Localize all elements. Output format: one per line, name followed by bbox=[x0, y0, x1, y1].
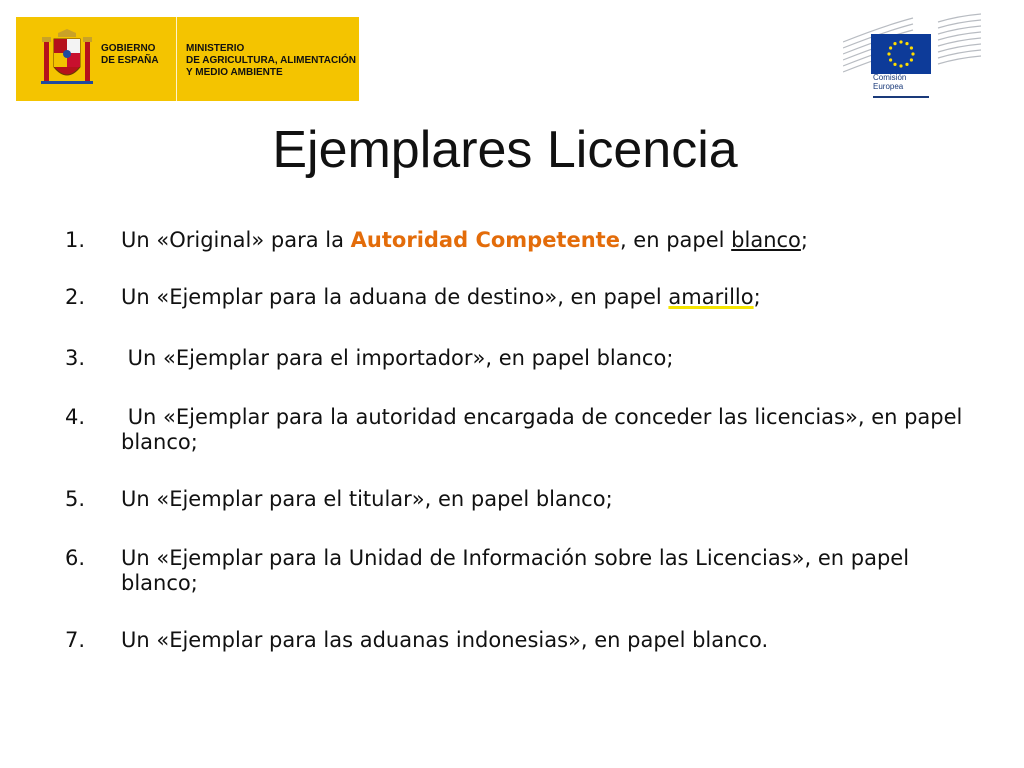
list-number: 7. bbox=[65, 628, 86, 652]
list-number: 3. bbox=[65, 346, 86, 370]
list-text-part: Un «Ejemplar para la aduana de destino», en papel bbox=[121, 285, 669, 309]
european-commission-logo bbox=[843, 12, 981, 100]
list-text-part: , en papel bbox=[619, 228, 732, 252]
list-text bbox=[121, 228, 985, 253]
list-item bbox=[65, 546, 985, 596]
list-number: 5. bbox=[65, 487, 86, 511]
list-text-part: ; bbox=[800, 228, 808, 252]
spanish-coat-of-arms-icon bbox=[38, 27, 96, 91]
gobierno-de-espana-logo bbox=[16, 17, 359, 101]
european-commission-text bbox=[873, 73, 906, 91]
list-number: 1. bbox=[65, 228, 86, 252]
list-item bbox=[65, 405, 985, 455]
list-item bbox=[65, 346, 985, 371]
list-text-part: Un «Original» para la bbox=[121, 228, 351, 252]
eu-flag-icon bbox=[871, 34, 931, 74]
list-text: Un «Ejemplar para la autoridad encargada de conceder las licencias», en papel blanco; bbox=[121, 405, 970, 454]
ec-line-1: Comisión bbox=[873, 73, 907, 82]
slide-title: Ejemplares Licencia bbox=[272, 121, 738, 179]
gobierno-de-espana-text bbox=[101, 43, 159, 67]
list-number: 2. bbox=[65, 285, 86, 309]
ec-line-2: Europea bbox=[873, 82, 904, 91]
list-text: Un «Ejemplar para la Unidad de Información sobre las Licencias», en papel blanco; bbox=[121, 546, 910, 595]
list-item bbox=[65, 285, 985, 310]
list-text: Un «Ejemplar para el importador», en papel blanco; bbox=[121, 346, 674, 370]
logo-divider bbox=[176, 17, 177, 101]
ministry-line-1: MINISTERIO bbox=[186, 43, 245, 54]
list-text: Un «Ejemplar para el titular», en papel blanco; bbox=[121, 487, 613, 511]
ministry-text bbox=[186, 43, 356, 79]
list-text bbox=[121, 285, 985, 310]
list-item bbox=[65, 228, 985, 253]
list-text-part: ; bbox=[753, 285, 761, 309]
list-item bbox=[65, 487, 985, 512]
license-copies-list bbox=[65, 228, 985, 653]
autoridad-competente-highlight: Autoridad Competente bbox=[350, 228, 620, 252]
gov-line-1: GOBIERNO bbox=[101, 43, 156, 54]
list-text: Un «Ejemplar para las aduanas indonesias», en papel blanco. bbox=[121, 628, 769, 652]
ministry-line-3: Y MEDIO AMBIENTE bbox=[186, 67, 283, 78]
list-number: 4. bbox=[65, 405, 86, 429]
list-number: 6. bbox=[65, 546, 86, 570]
underlined-blanco: blanco bbox=[731, 228, 801, 252]
ministry-line-2: DE AGRICULTURA, ALIMENTACIÓN bbox=[186, 55, 356, 66]
gov-line-2: DE ESPAÑA bbox=[101, 55, 159, 66]
underlined-amarillo: amarillo bbox=[668, 285, 754, 309]
list-item bbox=[65, 628, 985, 653]
